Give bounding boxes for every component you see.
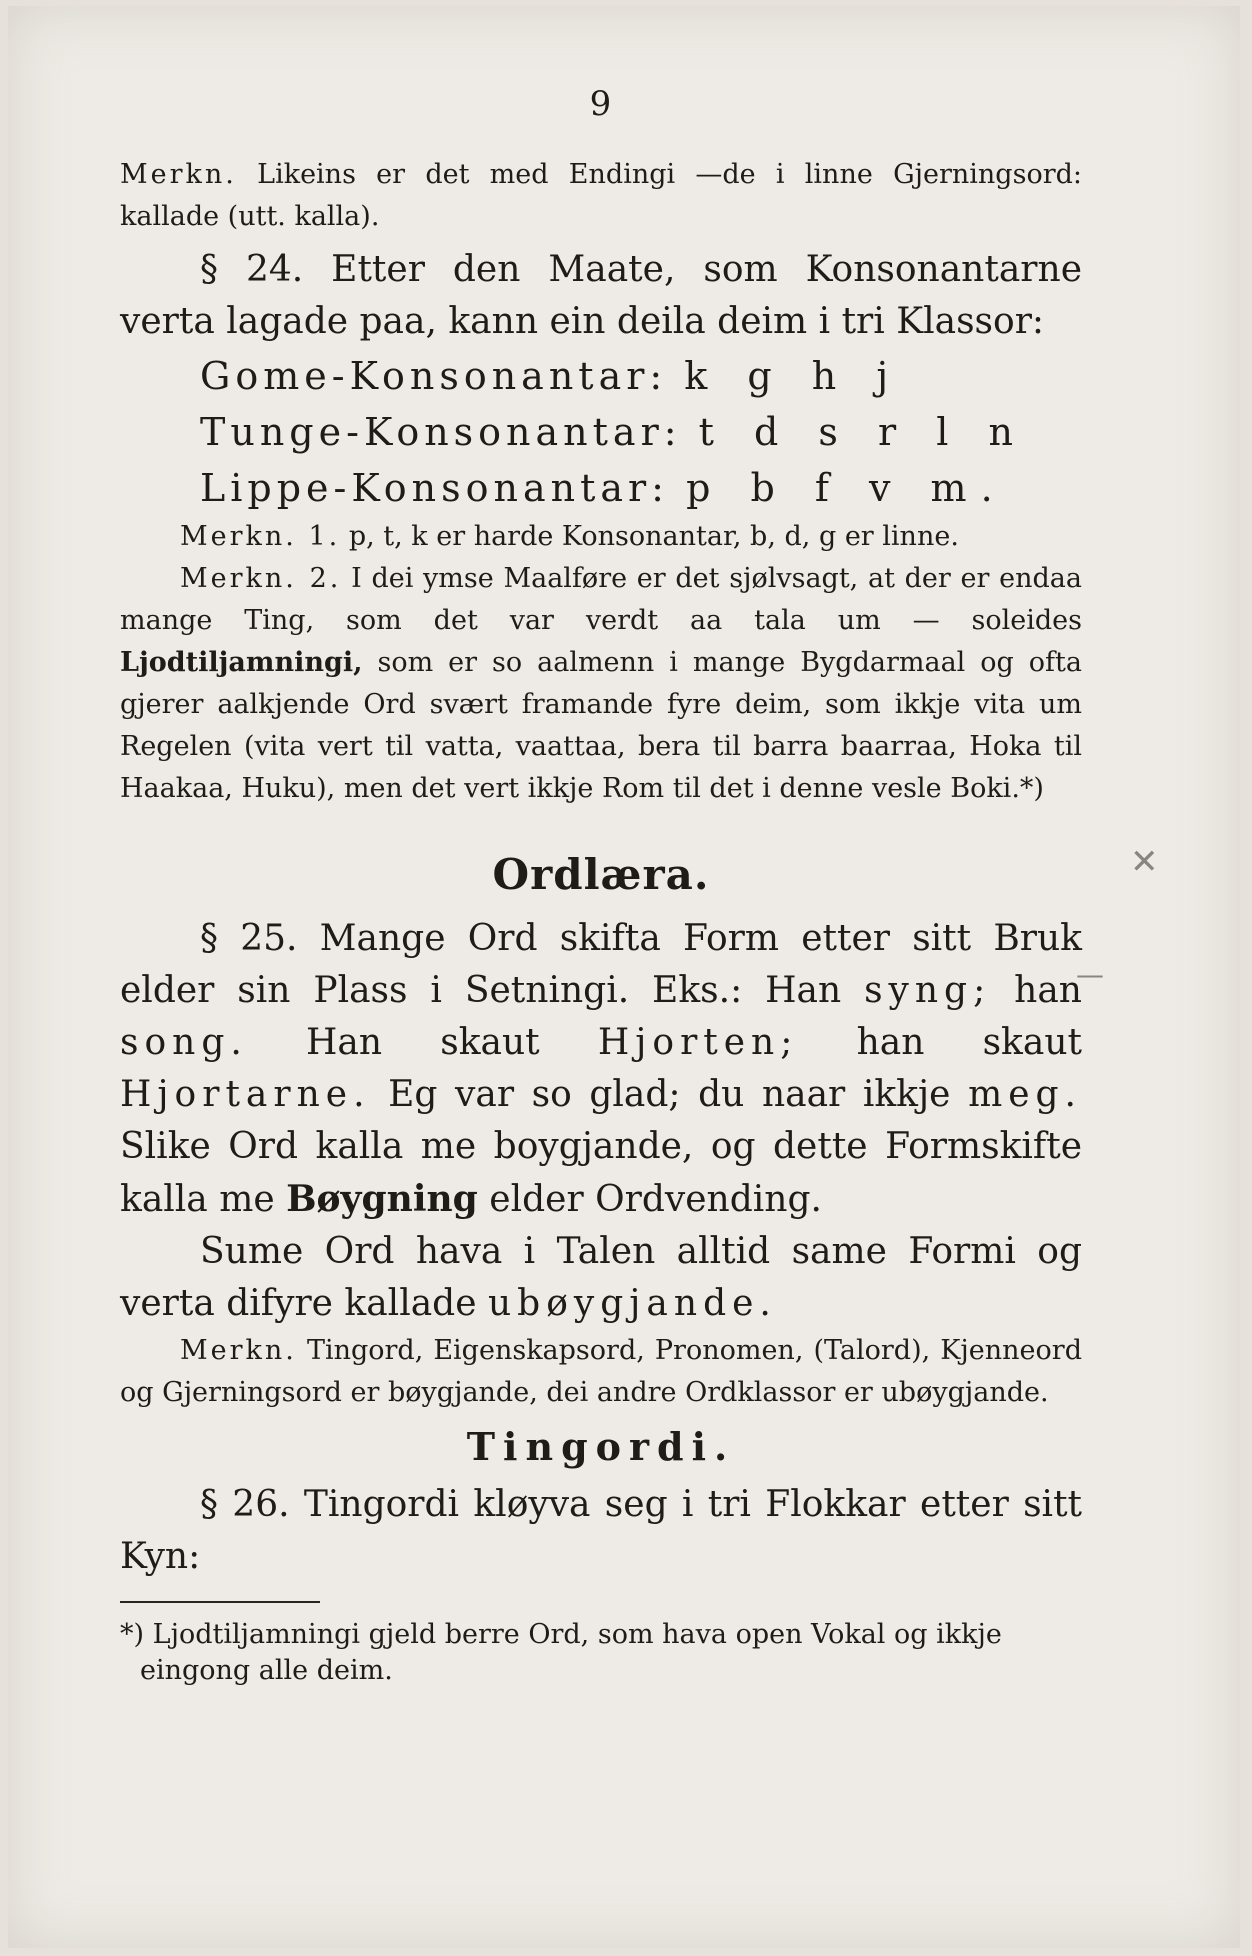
note-text: I dei ymse Maalføre er det sjølvsagt, at der er endaa mange Ting, som det var verdt aa tala um — soleides bbox=[120, 563, 1082, 636]
bold-term: Bøygning bbox=[286, 1178, 478, 1220]
page-number: 9 bbox=[589, 84, 613, 124]
spaced-word: meg. bbox=[968, 1074, 1082, 1115]
note-label: Merkn. bbox=[180, 1335, 297, 1366]
note-text: som er so aalmenn i mange Bygdarmaal og ofta gjerer aalkjende Ord svært framande fyre deim, som ikkje vita um Regelen (vita vert til vatta, vaattaa, bera til barra baarraa, Hoka til Haakaa, Huku), men det vert ikkje Rom til det i denne vesle Boki.*) bbox=[120, 647, 1082, 804]
class-letters: p b f v m. bbox=[686, 466, 1007, 510]
book-page bbox=[8, 6, 1240, 1948]
consonant-class-gome bbox=[120, 348, 1082, 404]
text-run: han bbox=[1014, 970, 1082, 1011]
note-label: Merkn. 2. bbox=[180, 563, 342, 594]
spaced-word: song. bbox=[120, 1022, 248, 1063]
text-run: han skaut bbox=[856, 1022, 1082, 1063]
note-3 bbox=[120, 1330, 1082, 1414]
footnote-text: Ljodtiljamningi gjeld berre Ord, som hava open Vokal og ikkje eingong alle deim. bbox=[140, 1619, 1002, 1686]
note-label: Merkn. bbox=[120, 159, 237, 190]
consonant-class-lippe bbox=[120, 460, 1082, 516]
class-name: Tunge-Konsonantar: bbox=[200, 410, 682, 454]
note-text: Likeins er det med Endingi —de i linne Gjerningsord: kallade (utt. kalla). bbox=[120, 159, 1082, 232]
note-top bbox=[120, 154, 1082, 238]
page-content bbox=[120, 84, 1082, 1689]
margin-mark-x: ✕ bbox=[1130, 842, 1159, 882]
note-2 bbox=[120, 558, 1082, 810]
section-heading-tingordi: Tingordi. bbox=[466, 1424, 736, 1469]
spaced-word: Hjortarne. bbox=[120, 1074, 371, 1115]
text-run: elder Ordvending. bbox=[489, 1179, 822, 1220]
section-25 bbox=[120, 913, 1082, 1226]
text-run: Eg var so glad; du naar ikkje bbox=[388, 1074, 951, 1115]
class-name: Lippe-Konsonantar: bbox=[200, 466, 669, 510]
consonant-class-tunge bbox=[120, 404, 1082, 460]
section-26: § 26. Tingordi kløyva seg i tri Flokkar etter sitt Kyn: bbox=[120, 1484, 1082, 1577]
consonant-class-list bbox=[120, 348, 1082, 516]
footnote-marker: *) bbox=[120, 1619, 145, 1650]
spaced-word: syng; bbox=[864, 970, 992, 1011]
footnote bbox=[120, 1617, 1082, 1689]
margin-mark-dash: — bbox=[1076, 958, 1104, 991]
text-run: Slike Ord kalla me boygjande, og dette Formskifte kalla me bbox=[120, 1126, 1082, 1220]
text-run: § 25. Mange Ord skifta Form etter sitt Bruk elder sin Plass i Setningi. Eks.: Han bbox=[120, 918, 1082, 1011]
note-bold-term: Ljodtiljamningi, bbox=[120, 647, 363, 678]
footnote-divider bbox=[120, 1601, 320, 1603]
class-name: Gome-Konsonantar: bbox=[200, 354, 668, 398]
class-letters: k g h j bbox=[684, 354, 903, 398]
note-text: p, t, k er harde Konsonantar, b, d, g er linne. bbox=[348, 521, 959, 552]
text-run: Han skaut bbox=[306, 1022, 540, 1063]
note-text: Tingord, Eigenskapsord, Pronomen, (Talord), Kjenneord og Gjerningsord er bøygjande, dei andre Ordklassor er ubøygjande. bbox=[120, 1335, 1082, 1408]
section-heading-ordlaera: Ordlæra. bbox=[492, 850, 710, 899]
class-letters: t d s r l n bbox=[698, 410, 1027, 454]
section-24: § 24. Etter den Maate, som Konsonantarne verta lagade paa, kann ein deila deim i tri Klassor: bbox=[120, 249, 1082, 342]
spaced-word: Hjorten; bbox=[597, 1022, 799, 1063]
text-run: Sume Ord hava i Talen alltid same Formi og verta difyre kallade bbox=[120, 1231, 1082, 1324]
spaced-word: ubøygjande. bbox=[487, 1283, 777, 1324]
paragraph-sume bbox=[120, 1226, 1082, 1330]
note-label: Merkn. 1. bbox=[180, 521, 341, 552]
note-1 bbox=[120, 516, 1082, 558]
